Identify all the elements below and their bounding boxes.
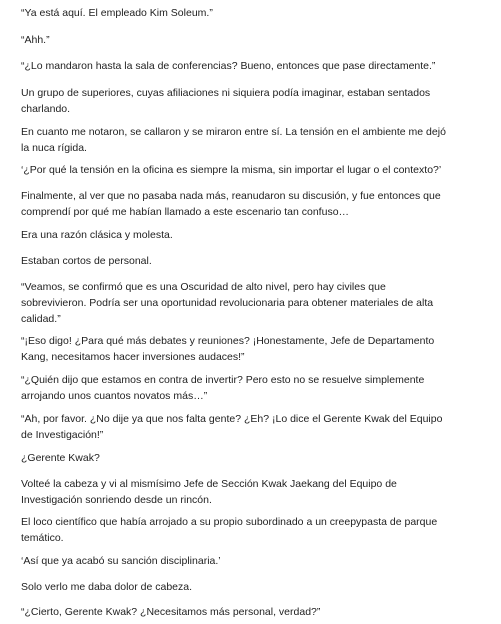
text-line: En cuanto me notaron, se callaron y se miraron entre sí. La tensión en el ambiente me dejó xyxy=(21,126,446,138)
text-line: “¿Quién dijo que estamos en contra de invertir? Pero esto no se resuelve simplemente xyxy=(21,374,425,386)
text-line: de Investigación!” xyxy=(21,429,104,441)
text-line: “Ya está aquí. El empleado Kim Soleum.” xyxy=(21,7,213,19)
text-line: Era una razón clásica y molesta. xyxy=(21,229,173,241)
text-line: Investigación sonriendo desde un rincón. xyxy=(21,494,212,506)
paragraph xyxy=(21,372,483,404)
paragraph xyxy=(21,604,483,620)
paragraph xyxy=(21,553,483,569)
paragraph xyxy=(21,5,483,21)
text-line: temático. xyxy=(21,532,64,544)
paragraph xyxy=(21,253,483,269)
text-line: Estaban cortos de personal. xyxy=(21,255,152,267)
paragraph xyxy=(21,333,483,365)
text-line: “¿Lo mandaron hasta la sala de conferencias? Bueno, entonces que pase directamente.” xyxy=(21,60,436,72)
text-line: arrojando unos cuantos novatos más…” xyxy=(21,390,208,402)
text-line: ‘Así que ya acabó su sanción disciplinaria.’ xyxy=(21,555,221,567)
paragraph xyxy=(21,124,483,156)
text-line: Volteé la cabeza y vi al mismísimo Jefe de Sección Kwak Jaekang del Equipo de xyxy=(21,478,397,490)
paragraph xyxy=(21,188,483,220)
text-line: la nuca rígida. xyxy=(21,142,87,154)
text-line: calidad.” xyxy=(21,313,61,325)
text-line: “Veamos, se confirmó que es una Oscuridad de alto nivel, pero hay civiles que xyxy=(21,281,386,293)
text-line: “Ahh.” xyxy=(21,34,50,46)
text-line: ¿Gerente Kwak? xyxy=(21,452,100,464)
paragraph xyxy=(21,279,483,327)
paragraph xyxy=(21,579,483,595)
text-line: charlando. xyxy=(21,103,71,115)
text-line: Un grupo de superiores, cuyas afiliaciones ni siquiera podía imaginar, estaban sentados xyxy=(21,87,431,99)
text-line: ‘¿Por qué la tensión en la oficina es siempre la misma, sin importar el lugar o el contexto?’ xyxy=(21,164,442,176)
text-line: comprendí por qué me habían llamado a este escenario tan confuso… xyxy=(21,206,350,218)
text-line: “¿Cierto, Gerente Kwak? ¿Necesitamos más personal, verdad?” xyxy=(21,606,321,618)
paragraph xyxy=(21,162,483,178)
paragraph xyxy=(21,514,483,546)
paragraph xyxy=(21,450,483,466)
text-line: “¡Eso digo! ¿Para qué más debates y reuniones? ¡Honestamente, Jefe de Departamento xyxy=(21,335,435,347)
paragraph xyxy=(21,32,483,48)
text-line: Kang, necesitamos hacer inversiones audaces!” xyxy=(21,351,245,363)
text-line: Solo verlo me daba dolor de cabeza. xyxy=(21,581,193,593)
paragraph xyxy=(21,85,483,117)
paragraph xyxy=(21,476,483,508)
paragraph xyxy=(21,411,483,443)
text-line: El loco científico que había arrojado a su propio subordinado a un creepypasta de parque xyxy=(21,516,438,528)
text-line: sobrevivieron. Podría ser una oportunidad revolucionaria para obtener materiales de alta xyxy=(21,297,434,309)
paragraph xyxy=(21,58,483,74)
text-line: Finalmente, al ver que no pasaba nada más, reanudaron su discusión, y fue entonces que xyxy=(21,190,441,202)
text-line: “Ah, por favor. ¿No dije ya que nos falta gente? ¿Eh? ¡Lo dice el Gerente Kwak del Equipo xyxy=(21,413,443,425)
paragraph xyxy=(21,227,483,243)
